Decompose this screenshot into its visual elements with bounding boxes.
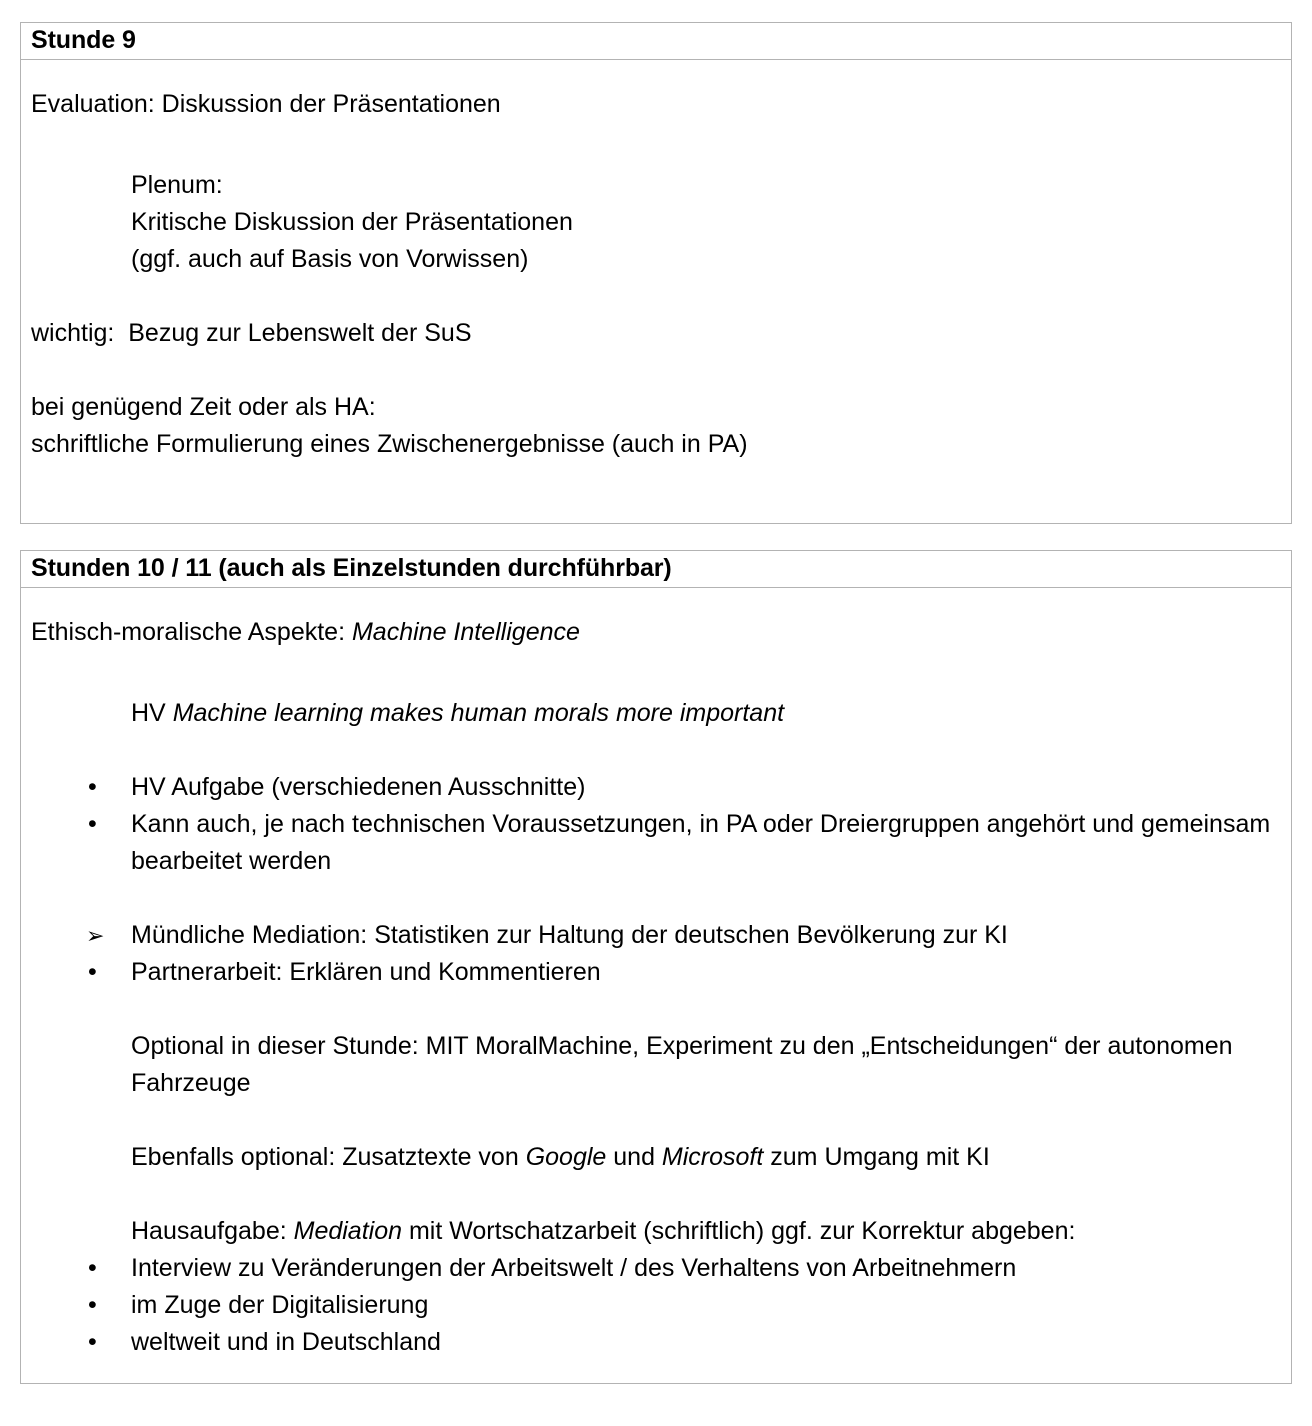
spacer (31, 123, 1281, 167)
text-run: zum Umgang mit KI (763, 1143, 990, 1171)
emphasis-text: Microsoft (661, 1143, 764, 1171)
paragraph: Plenum: (131, 171, 223, 199)
emphasis-text: Google (525, 1143, 607, 1171)
list-item-label: Interview zu Veränderungen der Arbeitswelt / des Verhaltens von Arbeitnehmern (131, 1254, 1017, 1282)
paragraph (31, 1139, 1281, 1176)
arrow-bullet-icon: ➢ (86, 923, 105, 948)
list-item-label: Kann auch, je nach technischen Voraussetzungen, in PA oder Dreiergruppen angehört und gemeinsam bearbeitet werden (131, 810, 1271, 875)
spacer (31, 880, 1281, 917)
bullet-list (31, 917, 1281, 991)
list-item (31, 806, 1281, 880)
paragraph: bei genügend Zeit oder als HA: (31, 393, 376, 421)
text-run: und (606, 1143, 662, 1171)
list-item (31, 1324, 1281, 1361)
text-run: Hausaufgabe: (131, 1217, 294, 1245)
list-item-label: weltweit und in Deutschland (131, 1328, 441, 1356)
list-item-label: HV Aufgabe (verschiedenen Ausschnitte) (131, 773, 586, 801)
emphasis-text: Machine Intelligence (351, 618, 580, 646)
paragraph (31, 1213, 1281, 1250)
paragraph (31, 695, 1281, 732)
text-run: Ethisch-moralische Aspekte: (31, 618, 352, 646)
list-item-label: Partnerarbeit: Erklären und Kommentieren (131, 958, 601, 986)
bullet-icon: • (88, 1254, 97, 1282)
lesson-box-body (21, 60, 1291, 523)
emphasis-text: Mediation (293, 1217, 403, 1245)
list-item (31, 769, 1281, 806)
paragraph: schriftliche Formulierung eines Zwischenergebnisse (auch in PA) (31, 430, 748, 458)
bullet-icon: • (88, 1291, 97, 1319)
paragraph: Kritische Diskussion der Präsentationen (131, 208, 573, 236)
spacer (31, 352, 1281, 389)
spacer (31, 1176, 1281, 1213)
bullet-icon: • (88, 773, 97, 801)
paragraph: wichtig: Bezug zur Lebenswelt der SuS (31, 319, 472, 347)
list-item-label: Mündliche Mediation: Statistiken zur Haltung der deutschen Bevölkerung zur KI (131, 921, 1008, 949)
list-item (31, 1287, 1281, 1324)
lesson-box-header: Stunde 9 (21, 23, 1291, 60)
text-run: Ebenfalls optional: Zusatztexte von (131, 1143, 526, 1171)
paragraph: Evaluation: Diskussion der Präsentationen (31, 90, 501, 118)
spacer (31, 651, 1281, 695)
lesson-box-header: Stunden 10 / 11 (auch als Einzelstunden durchführbar) (21, 551, 1291, 588)
spacer (31, 732, 1281, 769)
text-run: HV (131, 699, 173, 727)
list-item (31, 954, 1281, 991)
paragraph: (ggf. auch auf Basis von Vorwissen) (131, 245, 529, 273)
list-item (31, 917, 1281, 954)
spacer (31, 278, 1281, 315)
paragraph: Optional in dieser Stunde: MIT MoralMachine, Experiment zu den „Entscheidungen“ der autonomen Fahrzeuge (131, 1032, 1240, 1097)
bullet-list (31, 1250, 1281, 1361)
lesson-box-body (21, 588, 1291, 1383)
list-item (31, 1250, 1281, 1287)
emphasis-text: Machine learning makes human morals more important (172, 699, 785, 727)
lesson-box-stunde-9 (20, 22, 1292, 524)
list-item-label: im Zuge der Digitalisierung (131, 1291, 429, 1319)
bullet-icon: • (88, 958, 97, 986)
text-run: mit Wortschatzarbeit (schriftlich) ggf. zur Korrektur abgeben: (402, 1217, 1076, 1245)
spacer (31, 991, 1281, 1028)
paragraph (31, 614, 1281, 651)
bullet-icon: • (88, 810, 97, 838)
lesson-box-stunden-10-11 (20, 550, 1292, 1384)
spacer (31, 1102, 1281, 1139)
bullet-icon: • (88, 1328, 97, 1356)
bullet-list (31, 769, 1281, 880)
